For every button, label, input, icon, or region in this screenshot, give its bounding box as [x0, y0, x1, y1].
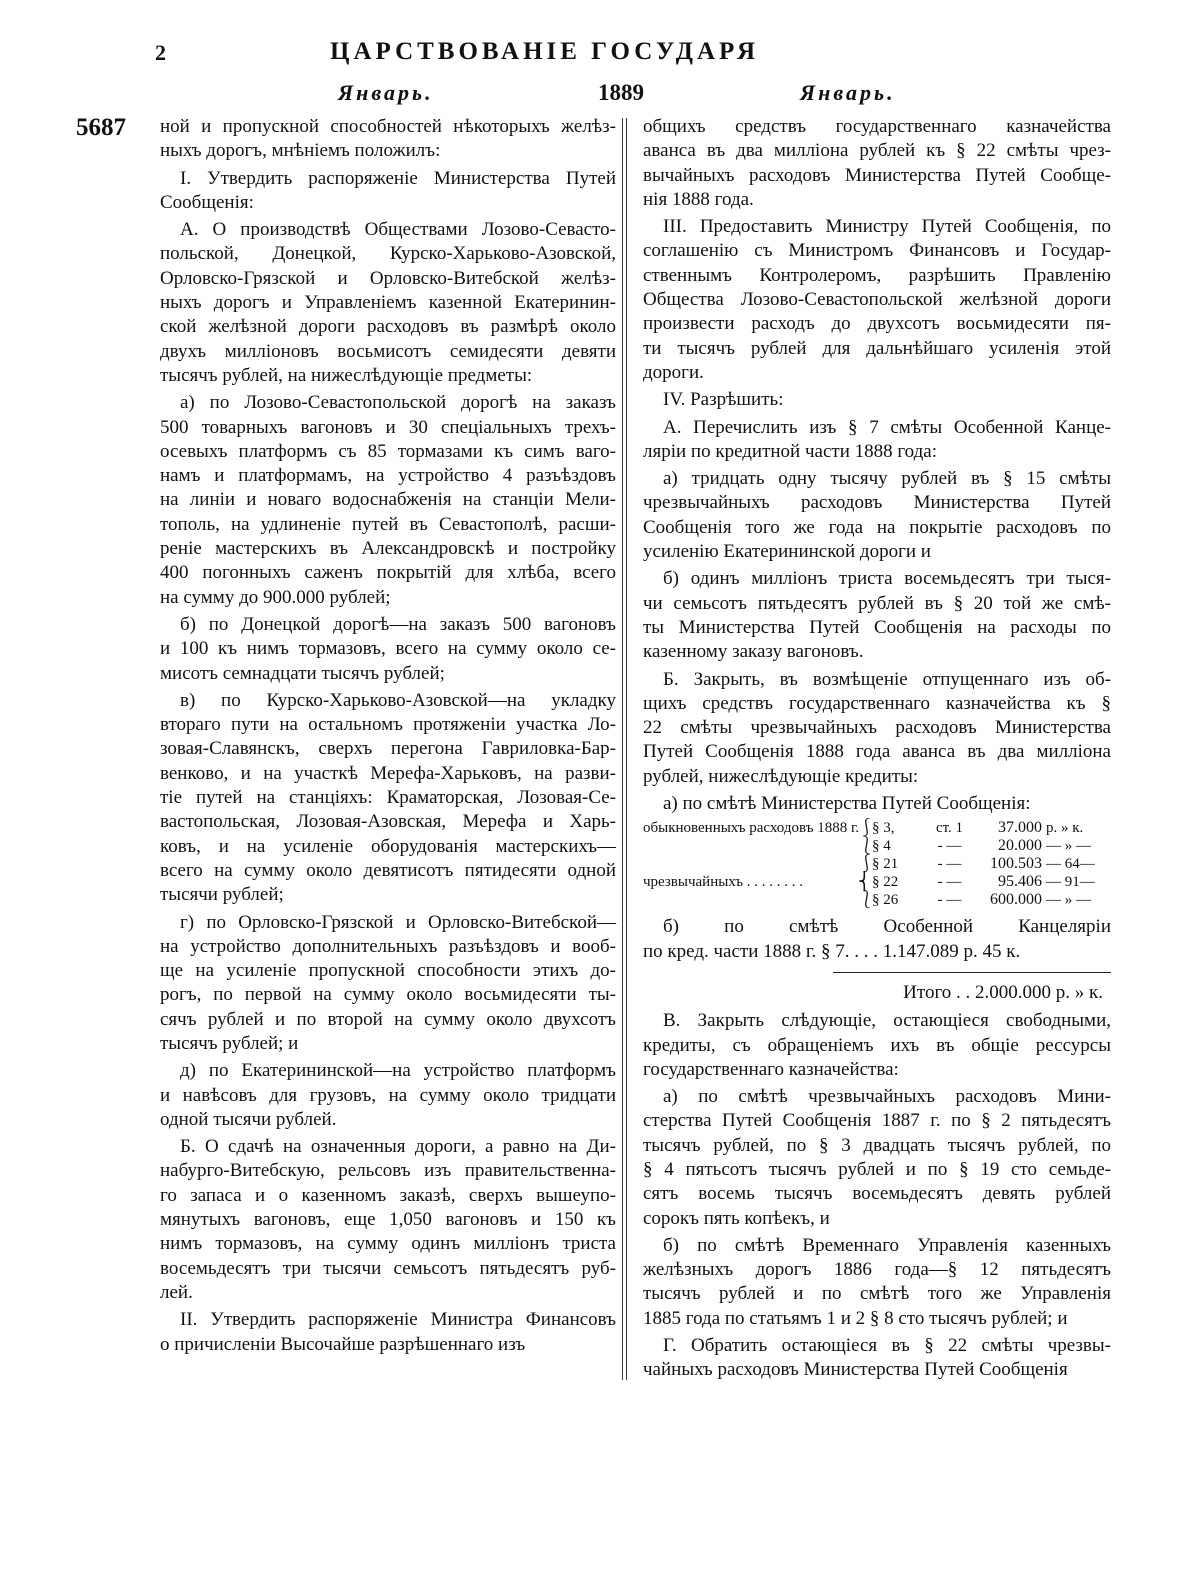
text-line: вастопольская, Лозовая-Азовская, Мерефа и Харь-	[160, 811, 616, 833]
text-line: ще на усиленіе пропускной способности этихъ до-	[160, 960, 616, 982]
text-line: 500 товарныхъ вагоновъ и 30 спеціальныхъ трехъ-	[160, 416, 616, 438]
paragraph	[160, 115, 616, 164]
table-row	[643, 837, 1111, 855]
text-line: чи семьсотъ пятьдесятъ рублей въ § 20 той же смѣ-	[643, 592, 1111, 614]
right-column	[643, 115, 1111, 1386]
text-line: б) по Донецкой дорогѣ—на заказъ 500 вагоновъ	[180, 613, 616, 635]
text-line: А. О производствѣ Обществами Лозово-Севасто-	[180, 219, 616, 241]
paragraph	[643, 388, 1111, 412]
text-line: а) по смѣтѣ чрезвычайныхъ расходовъ Мини-	[663, 1086, 1111, 1108]
kopecks: — 91—	[1046, 874, 1095, 891]
section: § 21	[872, 856, 899, 873]
text-line: В. Закрыть слѣдующіе, остающіеся свободными,	[663, 1010, 1111, 1032]
text-line: реніе мастерскихъ въ Александровскѣ и постройку	[160, 538, 616, 560]
brace: ⎰	[858, 854, 875, 874]
text-line: II. Утвердить распоряженіе Министра Финансовъ	[180, 1309, 616, 1331]
text-line: ковъ, и на усиленіе оборудованія мастерскихъ—	[160, 835, 616, 857]
total-rule	[833, 972, 1111, 973]
paragraph	[643, 1009, 1111, 1082]
text-line: § 4 пятьсотъ тысячъ рублей и по § 19 сто семьде-	[643, 1158, 1111, 1180]
paragraph	[160, 167, 616, 216]
paragraph	[643, 416, 1111, 465]
text-line: тіе путей на станціяхъ: Краматорская, Лозовая-Се-	[160, 787, 616, 809]
text-line: б) по смѣтѣ Временнаго Управленія казенныхъ	[663, 1234, 1111, 1256]
text-line: чрезвычайныхъ расходовъ Министерства Путей	[643, 492, 1111, 514]
text-line: осевыхъ платформъ съ 85 тормазами къ симъ ваго-	[160, 440, 616, 462]
section: § 4	[872, 838, 891, 855]
article: - —	[937, 838, 962, 855]
rubles: 100.503	[990, 855, 1042, 873]
text-line: и навѣсовъ для грузовъ, на сумму около тридцати	[160, 1084, 616, 1106]
text-line: тысячъ рублей; и	[160, 1032, 299, 1054]
text-line: сорокъ пять копѣекъ, и	[643, 1207, 830, 1229]
text-line: г) по Орловско-Грязской и Орловско-Витебской—	[180, 911, 616, 933]
text-line: Общества Лозово-Севастопольской желѣзной дороги	[643, 289, 1111, 311]
text-line: рублей, нижеслѣдующіе кредиты:	[643, 765, 919, 787]
text-line: б) одинъ милліонъ триста восемьдесятъ три тыся-	[663, 568, 1111, 590]
table-row	[643, 891, 1111, 909]
table-row	[643, 873, 1111, 891]
text-line: набурго-Витебскую, рельсовъ изъ правительственна-	[160, 1160, 616, 1182]
paragraph	[160, 613, 616, 686]
text-line: в) по Курско-Харьково-Азовской—на укладку	[180, 689, 616, 711]
paragraph	[643, 567, 1111, 664]
text-line: аванса въ два милліона рублей къ § 22 смѣты чрез-	[643, 140, 1111, 162]
section: § 26	[872, 892, 899, 909]
month-left: Январь.	[338, 80, 434, 105]
text-line: А. Перечислить изъ § 7 смѣты Особенной Канце-	[663, 416, 1111, 438]
kopecks: — » —	[1046, 838, 1091, 855]
paragraph	[160, 1135, 616, 1305]
row-label	[643, 855, 858, 873]
text-line: IV. Разрѣшить:	[663, 389, 784, 411]
paragraph	[643, 1234, 1111, 1331]
section: § 3,	[872, 820, 895, 837]
text-line: Путей Сообщенія 1888 года аванса въ два милліона	[643, 741, 1111, 763]
text-line: на устройство дополнительныхъ разъѣздовъ и вооб-	[160, 935, 616, 957]
section: § 22	[872, 874, 899, 891]
text-line: III. Предоставить Министру Путей Сообщенія, по	[663, 216, 1111, 238]
row-label: обыкновенныхъ расходовъ 1888 г.	[643, 820, 860, 837]
paragraph	[643, 115, 1111, 212]
text-line: Сообщенія того же года на покрытіе расходовъ по	[643, 516, 1111, 538]
text-line: общихъ средствъ государственнаго казначейства	[643, 116, 1111, 137]
article-number: 5687	[76, 114, 126, 141]
text-line: Б. Закрыть, въ возмѣщеніе отпущеннаго изъ об-	[663, 668, 1111, 690]
paragraph	[160, 689, 616, 908]
text-line: стерства Путей Сообщенія 1887 г. по § 2 пятьдесятъ	[643, 1110, 1111, 1132]
paragraph	[160, 391, 616, 610]
paragraph	[643, 215, 1111, 385]
text-line: и 100 къ нимъ тормазовъ, всего на сумму около се-	[160, 638, 616, 660]
page-title: ЦАРСТВОВАНІЕ ГОСУДАРЯ	[330, 38, 760, 65]
credits-table	[643, 819, 1111, 909]
text-line: желѣзныхъ дорогъ 1886 года—§ 12 пятьдесятъ	[643, 1259, 1111, 1281]
text-line: всего на сумму около девятисотъ пятидесяти одной	[160, 859, 616, 881]
text-line: а) по смѣтѣ Министерства Путей Сообщенія:	[663, 793, 1031, 815]
text-line: вычайныхъ расходовъ Министерства Путей Сообще-	[643, 164, 1111, 186]
text-line: д) по Екатерининской—на устройство платформъ	[180, 1060, 616, 1082]
right-text-mid	[643, 915, 1111, 964]
text-line: втораго пути на остальномъ протяженіи участка Ло-	[160, 714, 616, 736]
paragraph	[643, 1334, 1111, 1383]
brace: ⎨	[858, 872, 871, 892]
text-line: зовая-Славянскъ, сверхъ перегона Гавриловка-Бар-	[160, 738, 616, 760]
text-line: двухъ милліоновъ восьмисотъ семидесяти девяти	[160, 340, 616, 362]
rubles: 600.000	[990, 891, 1042, 909]
row-label: чрезвычайныхъ . . . . . . . .	[643, 874, 803, 891]
paragraph	[160, 911, 616, 1057]
right-text-bottom	[643, 1009, 1111, 1382]
text-line: а) по Лозово-Севастопольской дорогѣ на заказъ	[180, 392, 616, 414]
paragraph	[643, 1085, 1111, 1231]
text-line: о причисленіи Высочайше разрѣшеннаго изъ	[160, 1333, 526, 1355]
text-line: на сумму до 900.000 рублей;	[160, 586, 391, 608]
paragraph	[160, 1059, 616, 1132]
text-line: нимъ тормазовъ, на сумму одинъ милліонъ триста	[160, 1233, 616, 1255]
text-line: сятъ восемь тысячъ восемьдесятъ девять рублей	[643, 1183, 1111, 1205]
text-line: щихъ средствъ государственнаго казначейства къ §	[643, 692, 1111, 714]
right-text-top	[643, 115, 1111, 816]
row-label	[643, 837, 858, 855]
text-line: ти тысячъ рублей для дальнѣйшаго усиленія этой	[643, 337, 1111, 359]
text-line: мисотъ семнадцати тысячъ рублей;	[160, 662, 445, 684]
row-label	[643, 891, 858, 909]
text-line: тысячъ рублей, по § 3 двадцать тысячъ рублей, по	[643, 1134, 1111, 1156]
text-line: усиленію Екатерининской дороги и	[643, 541, 931, 563]
text-line: казенному заказу вагоновъ.	[643, 641, 864, 663]
year: 1889	[598, 80, 644, 105]
text-line: Г. Обратить остающіеся въ § 22 смѣты чрезвы-	[663, 1335, 1111, 1357]
text-line: нія 1888 года.	[643, 188, 754, 210]
left-column	[160, 115, 616, 1360]
text-line: го запаса и о казенномъ заказѣ, сверхъ вышеупо-	[160, 1184, 616, 1206]
text-line: Сообщенія:	[160, 191, 254, 213]
article: - —	[937, 874, 962, 891]
text-line: тысячъ рублей, на нижеслѣдующіе предметы:	[160, 364, 533, 386]
page-number: 2	[155, 40, 166, 65]
paragraph	[643, 792, 1111, 816]
text-line: венково, и на участкѣ Мерефа-Харьковъ, на разви-	[160, 762, 616, 784]
text-line: а) тридцать одну тысячу рублей въ § 15 смѣты	[663, 468, 1111, 490]
rubles: 20.000	[998, 837, 1042, 855]
text-line: ныхъ дорогъ, мнѣніемъ положилъ:	[160, 140, 441, 162]
text-line: намъ и платформамъ, на устройство 4 разъѣздовъ	[160, 465, 616, 487]
text-line: чайныхъ расходовъ Министерства Путей Сообщенія	[643, 1359, 1068, 1381]
left-text	[160, 115, 616, 1357]
paragraph	[643, 915, 1111, 964]
article: - —	[937, 856, 962, 873]
text-line: государственнаго казначейства:	[643, 1058, 899, 1080]
text-line: рогъ, по первой на сумму около восьмидесяти ты-	[160, 984, 616, 1006]
month-right: Январь.	[800, 80, 896, 105]
kopecks: — » —	[1046, 892, 1091, 909]
text-line: ты Министерства Путей Сообщенія на расходы по	[643, 616, 1111, 638]
text-line: восемьдесятъ три тысячи семьсотъ пятьдесятъ руб-	[160, 1257, 616, 1279]
kopecks: — 64—	[1046, 856, 1095, 873]
paragraph	[643, 467, 1111, 564]
text-line: соглашенію съ Министромъ Финансовъ и Государ-	[643, 240, 1111, 262]
rubles: 37.000	[998, 819, 1042, 837]
article: - —	[937, 892, 962, 909]
text-line: ской желѣзной дороги расходовъ въ размѣрѣ около	[160, 316, 616, 338]
paragraph	[160, 218, 616, 388]
text-line: по кред. части 1888 г. § 7. . . . 1.147.089 р. 45 к.	[643, 940, 1021, 962]
text-line: Б. О сдачѣ на означенныя дороги, а равно на Ди-	[180, 1136, 616, 1158]
kopecks: р. » к.	[1046, 820, 1084, 837]
text-line: кредиты, съ обращеніемъ ихъ въ общіе рессурсы	[643, 1034, 1111, 1056]
text-line: ной и пропускной способностей нѣкоторыхъ желѣз-	[160, 116, 616, 137]
text-line: тысячъ рублей и по смѣтѣ того же Управленія	[643, 1283, 1111, 1305]
text-line: 400 погонныхъ саженъ покрытій для хлѣба, всего	[160, 562, 616, 584]
brace: ⎱	[858, 890, 875, 910]
text-line: тополь, на удлиненіе путей въ Севастополѣ, расши-	[160, 513, 616, 535]
text-line: сячъ рублей и по второй на сумму около двухсотъ	[160, 1008, 616, 1030]
text-line: произвести расходъ до двухсотъ восьмидесяти пя-	[643, 313, 1111, 335]
text-line: 22 смѣты чрезвычайныхъ расходовъ Министерства	[643, 717, 1111, 739]
text-line: дороги.	[643, 361, 704, 383]
table-row	[643, 855, 1111, 873]
text-line: 1885 года по статьямъ 1 и 2 § 8 сто тысячъ рублей; и	[643, 1307, 1068, 1329]
text-line: ственнымъ Контролеромъ, разрѣшить Правленію	[643, 264, 1111, 286]
text-line: на линіи и новаго водоснабженія на станціи Мели-	[160, 489, 616, 511]
text-line: тысячи рублей;	[160, 884, 284, 906]
article: ст. 1	[935, 820, 964, 837]
table-row	[643, 819, 1111, 837]
text-line: мянутыхъ вагоновъ, еще 1,050 вагоновъ и 150 къ	[160, 1209, 616, 1231]
text-line: лей.	[160, 1281, 193, 1303]
paragraph	[643, 668, 1111, 789]
total-line: Итого . . 2.000.000 р. » к.	[903, 981, 1103, 1003]
brace: ⎰	[858, 818, 875, 838]
rubles: 95.406	[998, 873, 1042, 891]
text-line: Орловско-Грязской и Орловско-Витебской желѣз-	[160, 267, 616, 289]
text-line: I. Утвердить распоряженіе Министерства Путей	[180, 167, 616, 189]
text-line: ляріи по кредитной части 1888 года:	[643, 440, 938, 462]
text-line: ныхъ дорогъ и Управленіемъ казенной Екатеринин-	[160, 292, 616, 314]
text-line: одной тысячи рублей.	[160, 1108, 337, 1130]
text-line: польской, Донецкой, Курско-Харьково-Азовской,	[160, 243, 616, 265]
text-line: б) по смѣтѣ Особенной Канцеляріи	[663, 916, 1111, 938]
column-divider	[622, 118, 627, 1380]
paragraph	[160, 1308, 616, 1357]
brace: ⎱	[858, 836, 875, 856]
